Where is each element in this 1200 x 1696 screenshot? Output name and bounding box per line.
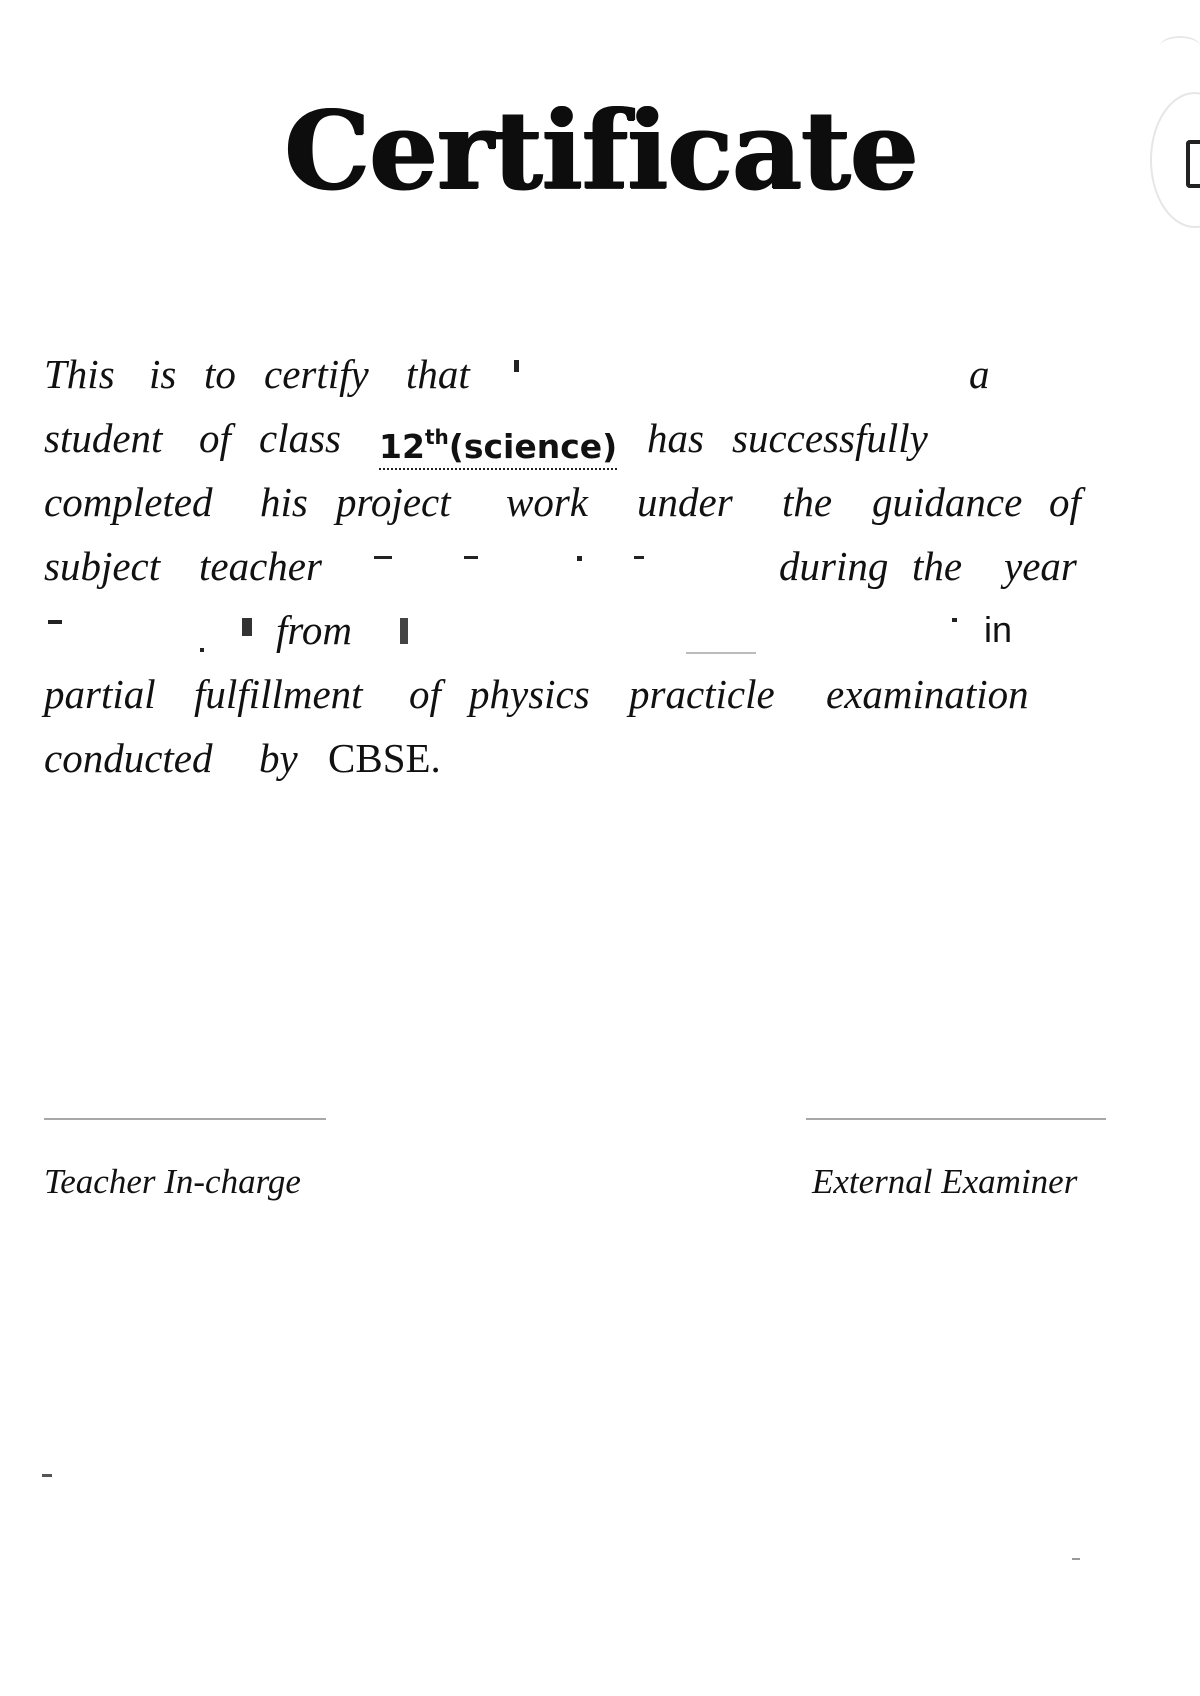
class-suffix: th <box>424 425 449 449</box>
word: project <box>336 479 451 525</box>
external-examiner-label: External Examiner <box>812 1162 1078 1201</box>
body-line-6 <box>44 662 1124 726</box>
redaction-remnant <box>686 652 756 654</box>
redaction-remnant <box>952 618 957 622</box>
scan-speck <box>1072 1558 1080 1560</box>
word: subject <box>44 543 161 589</box>
word: teacher <box>199 543 322 589</box>
body-line-7 <box>44 726 1124 790</box>
word: of <box>1049 479 1081 525</box>
word: by <box>259 735 298 781</box>
redaction-remnant <box>400 618 408 644</box>
word: year <box>1004 543 1077 589</box>
redaction-remnant <box>374 556 392 559</box>
word: under <box>637 479 733 525</box>
class-stream: (science) <box>448 427 618 466</box>
word: work <box>506 479 588 525</box>
word: a <box>969 351 990 397</box>
word: physics <box>469 671 590 717</box>
word: of <box>409 671 441 717</box>
word: that <box>406 351 470 397</box>
scan-speck <box>42 1474 52 1477</box>
word: completed <box>44 479 213 525</box>
word: is <box>149 351 177 397</box>
word: fulfillment <box>194 671 363 717</box>
redaction-remnant <box>242 618 252 636</box>
word: guidance <box>872 479 1023 525</box>
redaction-remnant <box>200 648 204 652</box>
redaction-remnant <box>577 556 582 561</box>
word: in <box>984 609 1013 650</box>
word: examination <box>826 671 1029 717</box>
redaction-remnant <box>634 556 644 559</box>
body-line-4 <box>44 534 1124 598</box>
class-number: 12 <box>379 427 425 466</box>
teacher-in-charge-label: Teacher In-charge <box>44 1162 301 1201</box>
word: student <box>44 415 163 461</box>
word: partial <box>44 671 156 717</box>
word: conducted <box>44 735 213 781</box>
word: class <box>259 415 341 461</box>
word: certify <box>264 351 369 397</box>
word: during <box>779 543 889 589</box>
word: from <box>276 607 352 653</box>
redaction-remnant <box>464 556 478 559</box>
word: successfully <box>732 415 928 461</box>
word: the <box>912 543 963 589</box>
certificate-title: Certificate <box>283 88 917 214</box>
word: This <box>44 351 115 397</box>
examiner-signature-line <box>806 1118 1106 1120</box>
body-line-1 <box>44 342 1124 406</box>
word: has <box>647 415 704 461</box>
redaction-remnant <box>48 620 62 624</box>
teacher-signature-line <box>44 1118 326 1120</box>
body-line-2 <box>44 406 1124 470</box>
word: CBSE. <box>328 735 441 781</box>
word: his <box>260 479 308 525</box>
body-line-3 <box>44 470 1124 534</box>
body-line-5 <box>44 598 1124 662</box>
word: the <box>782 479 833 525</box>
redaction-remnant <box>514 360 519 372</box>
word: practicle <box>629 671 775 717</box>
word: to <box>204 351 236 397</box>
page-edge-curve <box>1160 36 1200 56</box>
class-value <box>379 416 617 470</box>
word: of <box>199 415 231 461</box>
